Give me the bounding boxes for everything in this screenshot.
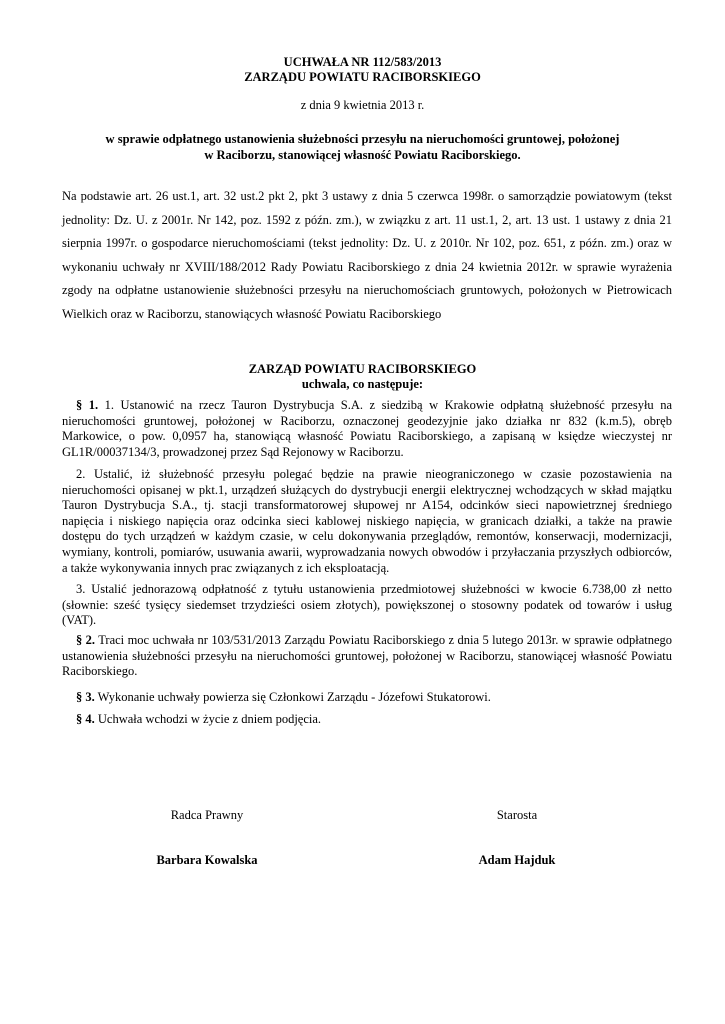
signature-right-name: Adam Hajduk — [478, 853, 556, 867]
paragraph-text: Wykonanie uchwały powierza się Członkowi Zarządu - Józefowi Stukatorowi. — [94, 690, 491, 704]
signature-left-role: Radca Prawny — [170, 808, 244, 822]
subject-line-1: w sprawie odpłatnego ustanowienia służebności przesyłu na nieruchomości gruntowej, położonej — [105, 132, 620, 146]
board-heading: ZARZĄD POWIATU RACIBORSKIEGO — [248, 362, 477, 376]
paragraph-mark: § 4. — [76, 712, 95, 726]
legal-basis-preamble: Na podstawie art. 26 ust.1, art. 32 ust.2 pkt 2, pkt 3 ustawy z dnia 5 czerwca 1998r. o samorządzie powiatowym (tekst jednolity: Dz. U. z 2001r. Nr 142, poz. 1592 z późn. zm.), w związku z art. 11 ust.1, 2, art. 13 ust. 1 ustawy z dnia 21 sierpnia 1997r. o gospodarce nieruchomościami (tekst jednolity: Dz. U. z 2010r. Nr 102, poz. 651, z późn. zm.) oraz w wykonaniu uchwały nr XVIII/188/2012 Rady Powiatu Raciborskiego z dnia 24 kwietnia 2012r. w sprawie wyrażenia zgody na odpłatne ustanowienie służebności przesyłu na nieruchomościach gruntowych, położonych w Pietrowicach Wielkich oraz w Raciborzu, stanowiących własność Powiatu Raciborskiego — [62, 189, 672, 321]
paragraph-1-point-3: 3. Ustalić jednorazową odpłatność z tytułu ustanowienia przedmiotowej służebności w kwocie 6.738,00 zł netto (słownie: sześć tysięcy siedemset trzydzieści osiem złotych), powiększonej o stosowny podatek od towarów i usług (VAT). — [62, 582, 672, 628]
paragraph-3 — [62, 690, 672, 706]
resolution-title: UCHWAŁA NR 112/583/2013 — [283, 55, 442, 69]
resolution-date: z dnia 9 kwietnia 2013 r. — [300, 98, 425, 112]
paragraph-4 — [62, 712, 672, 728]
issuing-authority: ZARZĄDU POWIATU RACIBORSKIEGO — [244, 70, 481, 84]
resolves-heading: uchwala, co następuje: — [301, 377, 424, 391]
subject-line-2: w Raciborzu, stanowiącej własność Powiatu Raciborskiego. — [204, 148, 521, 162]
paragraph-2 — [62, 633, 672, 680]
paragraph-text: Uchwała wchodzi w życie z dniem podjęcia. — [94, 712, 322, 726]
paragraph-1-point-1 — [62, 398, 672, 460]
paragraph-1-point-2: 2. Ustalić, iż służebność przesyłu polegać będzie na prawie nieograniczonego w czasie pozostawienia na nieruchomości opisanej w pkt.1, urządzeń służących do dystrybucji energii elektrycznej wchodzących w skład majątku Tauron Dystrybucja S.A., tj. stacji transformatorowej słupowej nr A154, odcinków sieci napowietrznej średniego napięcia i niskiego napięcia oraz odcinka sieci kablowej niskiego napięcia, w granicach działki, a także na prawie dostępu do tych urządzeń w każdym czasie, w celu dokonywania przeglądów, remontów, konserwacji, modernizacji, wymiany, kontroli, pomiarów, usuwania awarii, wyprowadzania nowych obwodów i przyłaczania przyszłych odbiorców, a także wykonywania innych prac związanych z ich eksploatacją. — [62, 467, 672, 575]
paragraph-text: 1. Ustanowić na rzecz Tauron Dystrybucja S.A. z siedzibą w Krakowie odpłatną służebność przesyłu na nieruchomości gruntowej, położonej w Raciborzu, oznaczonej geodezyjnie jako działka nr 832 (k.m.5), obręb Markowice, o pow. 0,0957 ha, stanowiącą własność Powiatu Raciborskiego, a zapisaną w księdze wieczystej nr GL1R/00037134/3, prowadzonej przez Sąd Rejonowy w Raciborzu. — [62, 398, 672, 459]
paragraph-mark: § 2. — [76, 633, 96, 647]
signature-right-role: Starosta — [496, 808, 538, 822]
paragraph-mark: § 3. — [76, 690, 95, 704]
paragraph-text: Traci moc uchwała nr 103/531/2013 Zarządu Powiatu Raciborskiego z dnia 5 lutego 2013r. w sprawie odpłatnego ustanowienia służebności przesyłu na nieruchomości gruntowej, położonej w Raciborzu, stanowiącej własność Powiatu Raciborskiego. — [62, 633, 673, 679]
paragraph-mark: § 1. — [76, 398, 99, 412]
signature-left-name: Barbara Kowalska — [156, 853, 258, 867]
